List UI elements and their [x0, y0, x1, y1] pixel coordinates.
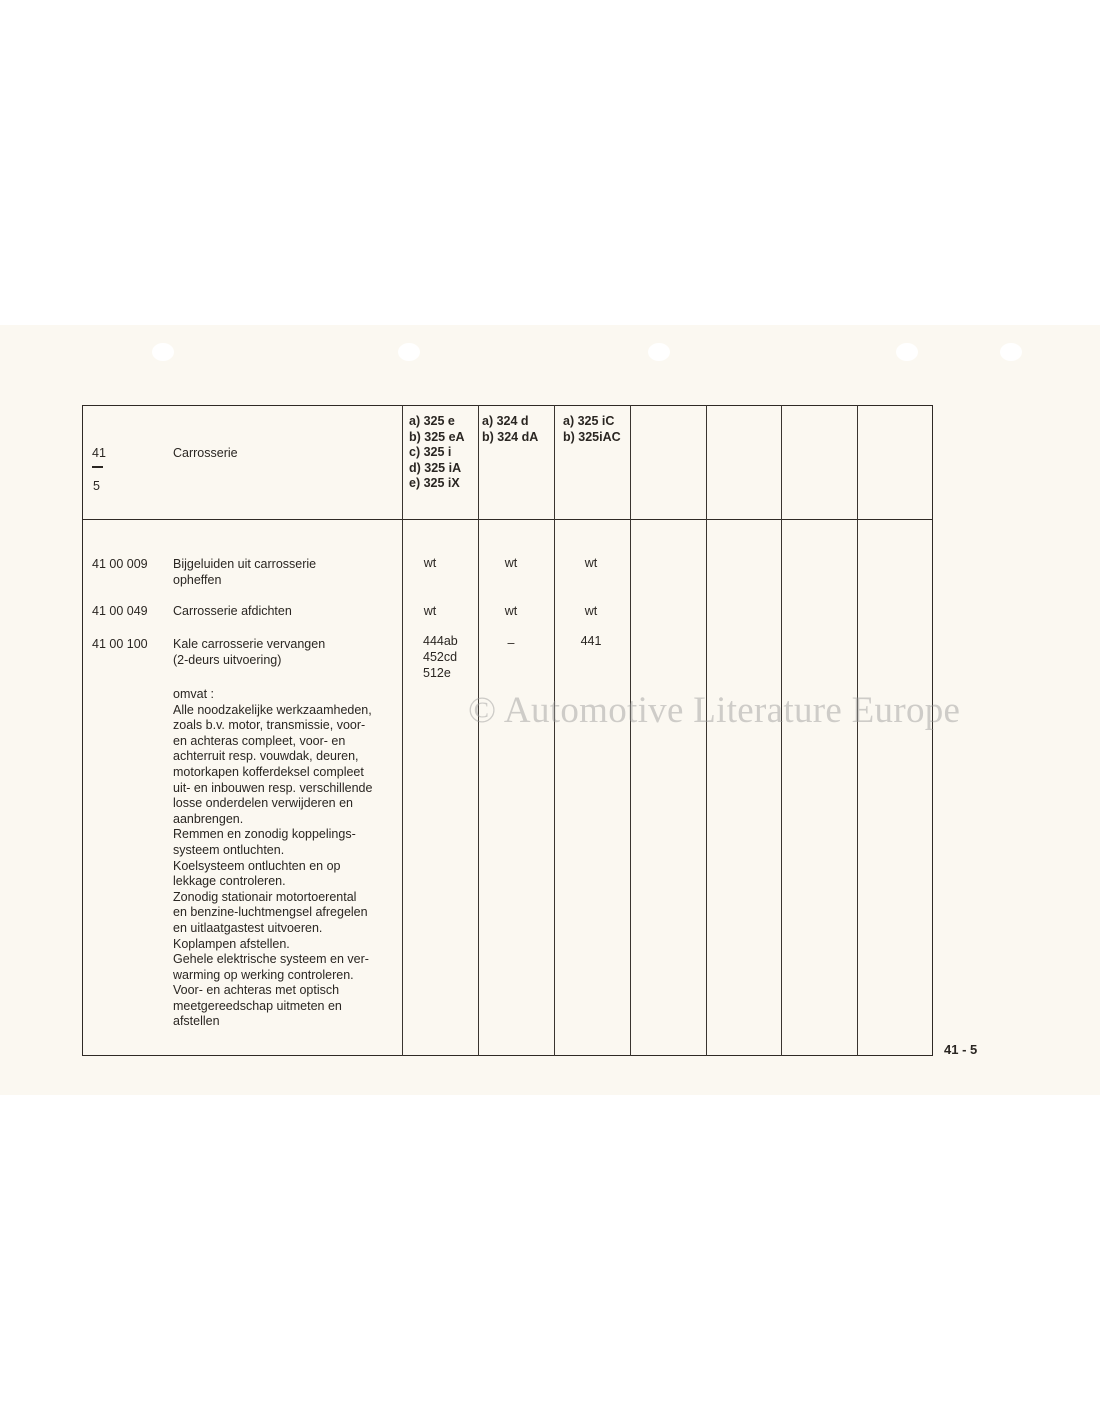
punch-hole	[896, 343, 918, 361]
operation-label: Kale carrosserie vervangen	[173, 637, 326, 651]
time-value: 444ab	[423, 634, 458, 648]
description-line: en benzine-luchtmengsel afregelen	[173, 905, 368, 920]
description-line: meetgereedschap uitmeten en	[173, 998, 342, 1013]
time-value: 452cd	[423, 650, 458, 664]
model-item: e) 325 iX	[409, 476, 460, 491]
description-line: aanbrengen.	[173, 811, 244, 826]
sub-number: 5	[93, 479, 100, 493]
description-line: en achteras compleet, voor- en	[173, 733, 346, 748]
description-line: motorkapen kofferdeksel compleet	[173, 764, 364, 779]
description-line: systeem ontluchten.	[173, 842, 285, 857]
group-number: 41	[92, 446, 106, 460]
models-col3	[563, 414, 621, 445]
model-item: c) 325 i	[409, 445, 452, 460]
operation-label: Carrosserie afdichten	[173, 604, 292, 618]
operation-label: opheffen	[173, 573, 222, 587]
model-item: a) 325 e	[409, 414, 455, 428]
description-line: zoals b.v. motor, transmissie, voor-	[173, 718, 366, 733]
description-line: Gehele elektrische systeem en ver-	[173, 952, 369, 967]
model-item: d) 325 iA	[409, 460, 462, 475]
description-line: Remmen en zonodig koppelings-	[173, 827, 356, 842]
time-value: wt	[584, 556, 598, 570]
time-value: wt	[584, 604, 598, 618]
punch-hole	[398, 343, 420, 361]
description-line: uit- en inbouwen resp. verschillende	[173, 780, 373, 795]
description-line: Voor- en achteras met optisch	[173, 983, 340, 998]
time-value: wt	[504, 604, 518, 618]
operation-code: 41 00 009	[92, 557, 148, 571]
operation-label: Bijgeluiden uit carrosserie	[173, 557, 317, 571]
header-divider	[82, 519, 933, 520]
operation-code: 41 00 049	[92, 604, 148, 618]
model-item: a) 324 d	[482, 414, 529, 428]
description-line: losse onderdelen verwijderen en	[173, 796, 353, 811]
column-divider	[402, 405, 403, 1056]
section-title: Carrosserie	[173, 446, 238, 460]
model-item: a) 325 iC	[563, 414, 615, 428]
models-col1	[409, 414, 465, 492]
operation-description	[173, 687, 372, 1030]
time-value: 512e	[423, 666, 451, 680]
punch-hole	[152, 343, 174, 361]
description-line: en uitlaatgastest uitvoeren.	[173, 920, 323, 935]
watermark: © Automotive Literature Europe	[468, 690, 961, 731]
time-value: –	[507, 636, 515, 650]
model-item: b) 324 dA	[482, 429, 539, 444]
description-line: Koelsysteem ontluchten en op	[173, 858, 341, 873]
model-item: b) 325 eA	[409, 429, 465, 444]
description-line: Alle noodzakelijke werkzaamheden,	[173, 702, 372, 717]
description-line: lekkage controleren.	[173, 874, 286, 889]
punch-hole	[1000, 343, 1022, 361]
models-col2	[482, 414, 538, 445]
operation-code: 41 00 100	[92, 637, 148, 651]
group-underline	[92, 466, 103, 468]
description-line: warming op werking controleren.	[173, 967, 354, 982]
operation-label: (2-deurs uitvoering)	[173, 653, 282, 667]
description-line: afstellen	[173, 1014, 220, 1029]
page-number: 41 - 5	[944, 1042, 978, 1057]
time-value: wt	[423, 604, 437, 618]
model-item: b) 325iAC	[563, 429, 621, 444]
description-line: achterruit resp. vouwdak, deuren,	[173, 749, 359, 764]
description-line: Koplampen afstellen.	[173, 936, 290, 951]
time-value: 441	[580, 634, 602, 648]
time-value: wt	[504, 556, 518, 570]
description-heading: omvat :	[173, 687, 214, 701]
punch-hole	[648, 343, 670, 361]
description-line: Zonodig stationair motortoerental	[173, 889, 357, 904]
time-value: wt	[423, 556, 437, 570]
